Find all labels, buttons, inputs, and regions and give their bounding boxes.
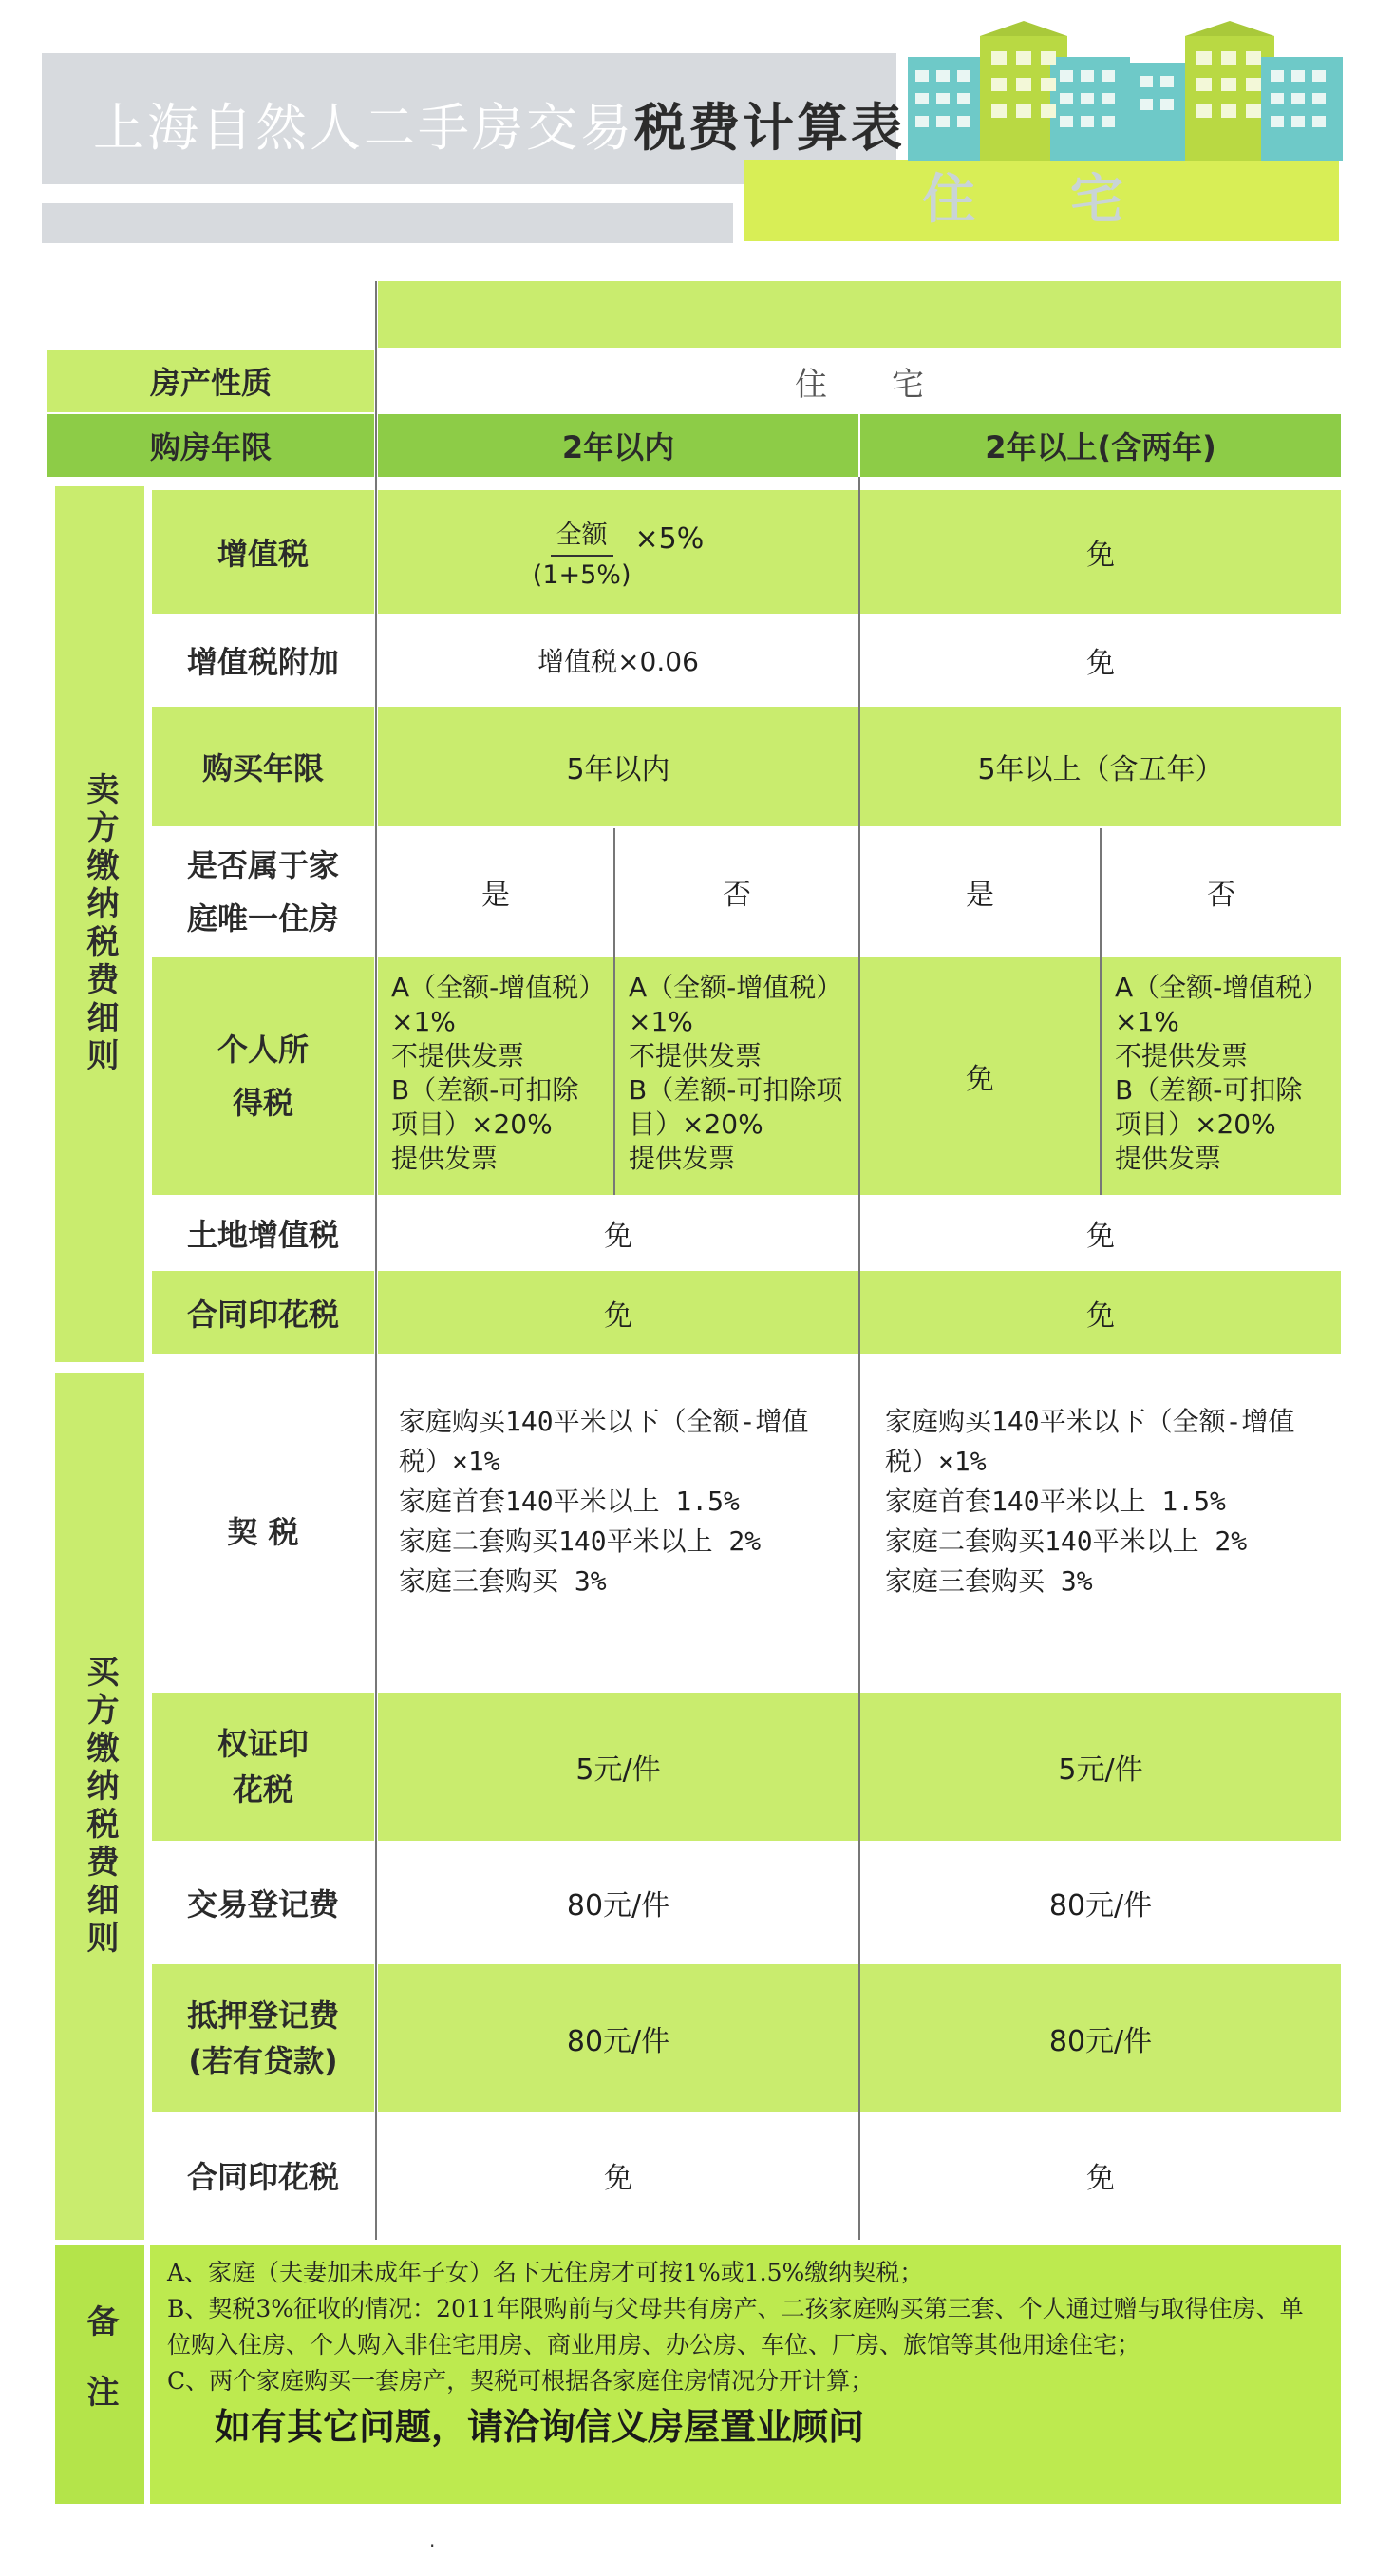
divider-within-subcolumn (613, 828, 615, 1195)
seller-section-label: 卖方缴纳税费细则 (55, 486, 144, 1362)
notes-label: 备注 (55, 2245, 144, 2504)
only-home-over-no: 否 (1207, 879, 1235, 912)
cert-stamp-label: 权证印花税 (152, 1693, 374, 1841)
divider-label-column (375, 281, 377, 2240)
only-home-label: 是否属于家庭唯一住房 (186, 847, 339, 937)
contract-stamp-seller-over: 免 (860, 1271, 1341, 1354)
hold-years-label: 购买年限 (152, 707, 374, 826)
only-home-over-yes: 是 (966, 879, 994, 912)
divider-period-column (858, 477, 860, 2240)
property-value: 住 宅 (795, 365, 924, 404)
vat-formula (378, 490, 858, 614)
only-home-within-yes: 是 (481, 879, 510, 912)
period-within: 2年以内 (378, 414, 858, 477)
income-tax-within-yes: A（全额-增值税）×1% 不提供发票 B（差额-可扣除项目）×20% 提供发票 (378, 957, 613, 1195)
land-vat-label: 土地增值税 (186, 1217, 339, 1253)
deed-tax-within: 家庭购买140平米以下（全额-增值税）×1% 家庭首套140平米以上 1.5% 家庭二套购买140平米以上 2% 家庭三套购买 3% (399, 1406, 809, 1597)
vat-surcharge-over: 免 (1086, 647, 1115, 680)
income-tax-within-no: A（全额-增值税）×1% 不提供发票 B（差额-可扣除项目）×20% 提供发票 (615, 957, 858, 1195)
hold-years-within: 5年以内 (378, 707, 858, 826)
divider-over-subcolumn (1100, 828, 1102, 1195)
title-part1: 上海自然人二手房交易 (93, 98, 634, 158)
income-tax-over-yes: 免 (860, 957, 1100, 1195)
income-tax-label: 个人所得税 (152, 957, 374, 1195)
vat-fraction-numerator: 全额 (551, 514, 613, 557)
mortgage-reg-within: 80元/件 (378, 1964, 858, 2112)
vat-label: 增值税 (152, 490, 374, 614)
page-title (93, 87, 905, 161)
top-green-strip (378, 281, 1341, 348)
hold-years-over: 5年以上（含五年） (860, 707, 1341, 826)
trade-reg-over: 80元/件 (1048, 1889, 1153, 1923)
property-type-heading: 住 宅 (922, 169, 1161, 231)
contract-stamp-buyer-label: 合同印花税 (186, 2159, 339, 2195)
notes-content (150, 2245, 1341, 2504)
note-a: A、家庭（夫妻加未成年子女）名下无住房才可按1%或1.5%缴纳契税； (167, 2259, 924, 2286)
contract-stamp-seller-label: 合同印花税 (152, 1271, 374, 1354)
vat-over: 免 (860, 490, 1341, 614)
deed-tax-label: 契 税 (227, 1514, 299, 1550)
header-gray-strip (42, 203, 733, 243)
deed-tax-over: 家庭购买140平米以下（全额-增值税）×1% 家庭首套140平米以上 1.5% 家庭二套购买140平米以上 2% 家庭三套购买 3% (885, 1406, 1295, 1597)
cert-stamp-within: 5元/件 (378, 1693, 858, 1841)
cert-stamp-over: 5元/件 (860, 1693, 1341, 1841)
trade-reg-within: 80元/件 (566, 1889, 670, 1923)
period-label: 购房年限 (47, 414, 374, 477)
buyer-section-label: 买方缴纳税费细则 (55, 1373, 144, 2240)
vat-fraction-denominator: (1+5%) (532, 560, 631, 590)
contract-stamp-buyer-within: 免 (604, 2162, 632, 2195)
note-c: C、两个家庭购买一套房产，契税可根据各家庭住房情况分开计算； (167, 2367, 875, 2395)
mortgage-reg-over: 80元/件 (860, 1964, 1341, 2112)
vat-fraction (533, 514, 631, 590)
land-vat-over: 免 (1086, 1220, 1115, 1253)
only-home-within-no: 否 (723, 879, 751, 912)
vat-rate: ×5% (634, 521, 705, 556)
period-over: 2年以上(含两年) (860, 414, 1341, 477)
footer-mark: . (429, 2529, 436, 2551)
income-tax-over-no: A（全额-增值税）×1% 不提供发票 B（差额-可扣除项目）×20% 提供发票 (1102, 957, 1341, 1195)
title-part2: 税费计算表 (634, 98, 905, 158)
mortgage-reg-label: 抵押登记费(若有贷款) (152, 1964, 374, 2112)
property-label: 房产性质 (47, 350, 374, 412)
note-b: B、契税3%征收的情况：2011年限购前与父母共有房产、二孩家庭购买第三套、个人通过赠与取得住房、单位购入住房、个人购入非住宅用房、商业用房、办公房、车位、厂房、旅馆等其他用途住宅； (167, 2295, 1304, 2358)
land-vat-within: 免 (604, 1220, 632, 1253)
contract-stamp-seller-within: 免 (378, 1271, 858, 1354)
contract-stamp-buyer-over: 免 (1086, 2162, 1115, 2195)
vat-surcharge-label: 增值税附加 (186, 644, 339, 680)
contact-line: 如有其它问题，请洽询信义房屋置业顾问 (215, 2406, 865, 2448)
vat-surcharge-within: 增值税×0.06 (537, 646, 699, 677)
trade-reg-label: 交易登记费 (186, 1886, 339, 1923)
buildings-icon (908, 19, 1343, 161)
